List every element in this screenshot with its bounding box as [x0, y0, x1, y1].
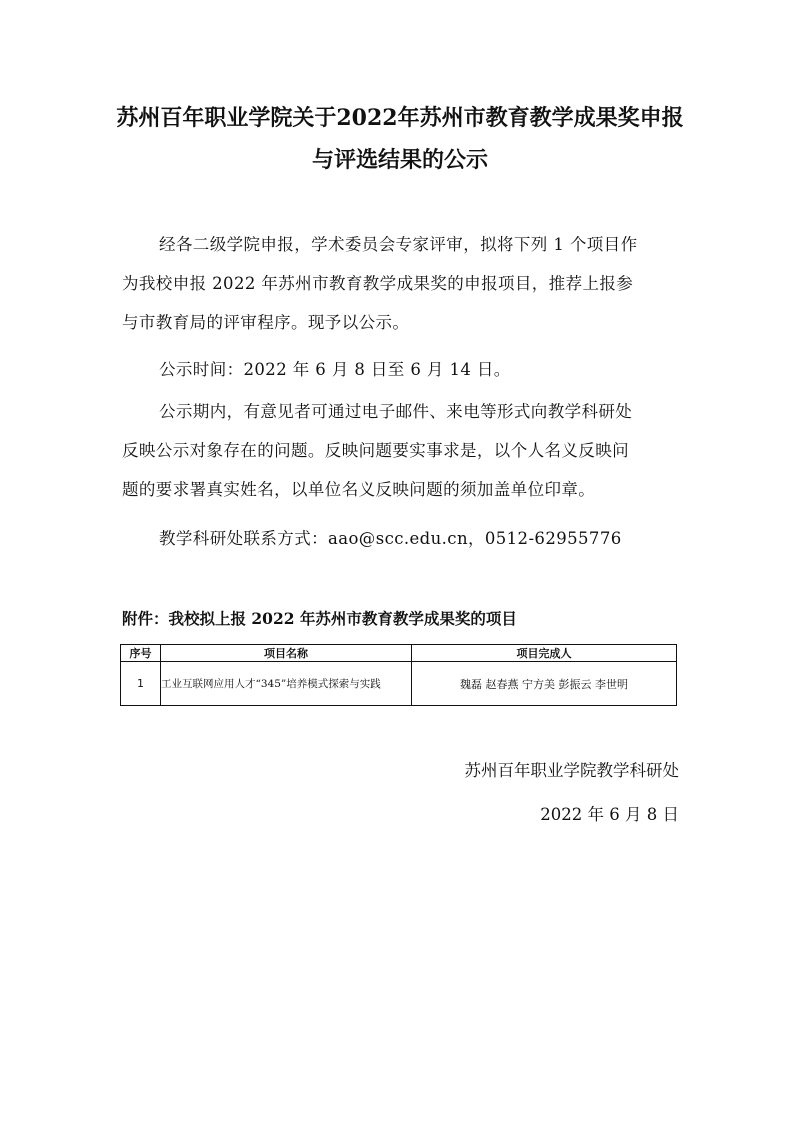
intro-line-3: 与市教育局的评审程序。现予以公示。 — [122, 313, 410, 332]
feedback-line-2: 反映公示对象存在的问题。反映问题要实事求是，以个人名义反映问 — [122, 441, 629, 460]
contact-paragraph — [122, 519, 682, 558]
signature-date: 2022 年 6 月 8 日 — [540, 805, 679, 824]
intro-paragraph — [122, 225, 682, 342]
header-project-name: 项目名称 — [161, 645, 412, 662]
notice-period-line: 公示时间：2022 年 6 月 8 日至 6 月 14 日。 — [159, 360, 511, 379]
header-completers: 项目完成人 — [412, 645, 677, 662]
header-number: 序号 — [121, 645, 161, 662]
feedback-line-1: 公示期内，有意见者可通过电子邮件、来电等形式向教学科研处 — [159, 402, 633, 421]
document-title-line-2: 与评选结果的公示 — [311, 147, 488, 173]
row-number: 1 — [121, 662, 161, 706]
feedback-line-3: 题的要求署真实姓名，以单位名义反映问题的须加盖单位印章。 — [122, 480, 596, 499]
notice-period-paragraph — [122, 350, 682, 389]
table-row — [121, 662, 677, 706]
table-header-row — [121, 645, 677, 662]
row-project-name: 工业互联网应用人才“345”培养模式探索与实践 — [161, 662, 412, 706]
project-table — [120, 644, 677, 706]
intro-line-1: 经各二级学院申报，学术委员会专家评审，拟将下列 1 个项目作 — [159, 235, 638, 254]
contact-line: 教学科研处联系方式：aao@scc.edu.cn，0512-62955776 — [159, 529, 622, 548]
signature-organization: 苏州百年职业学院教学科研处 — [464, 761, 679, 780]
attachment-title: 附件：我校拟上报 2022 年苏州市教育教学成果奖的项目 — [122, 609, 517, 628]
document-title-line-1: 苏州百年职业学院关于2022年苏州市教育教学成果奖申报 — [116, 105, 684, 131]
feedback-paragraph — [122, 392, 682, 509]
intro-line-2: 为我校申报 2022 年苏州市教育教学成果奖的申报项目，推荐上报参 — [122, 274, 634, 293]
row-completers: 魏磊 赵春燕 宁方美 彭振云 李世明 — [412, 662, 677, 706]
